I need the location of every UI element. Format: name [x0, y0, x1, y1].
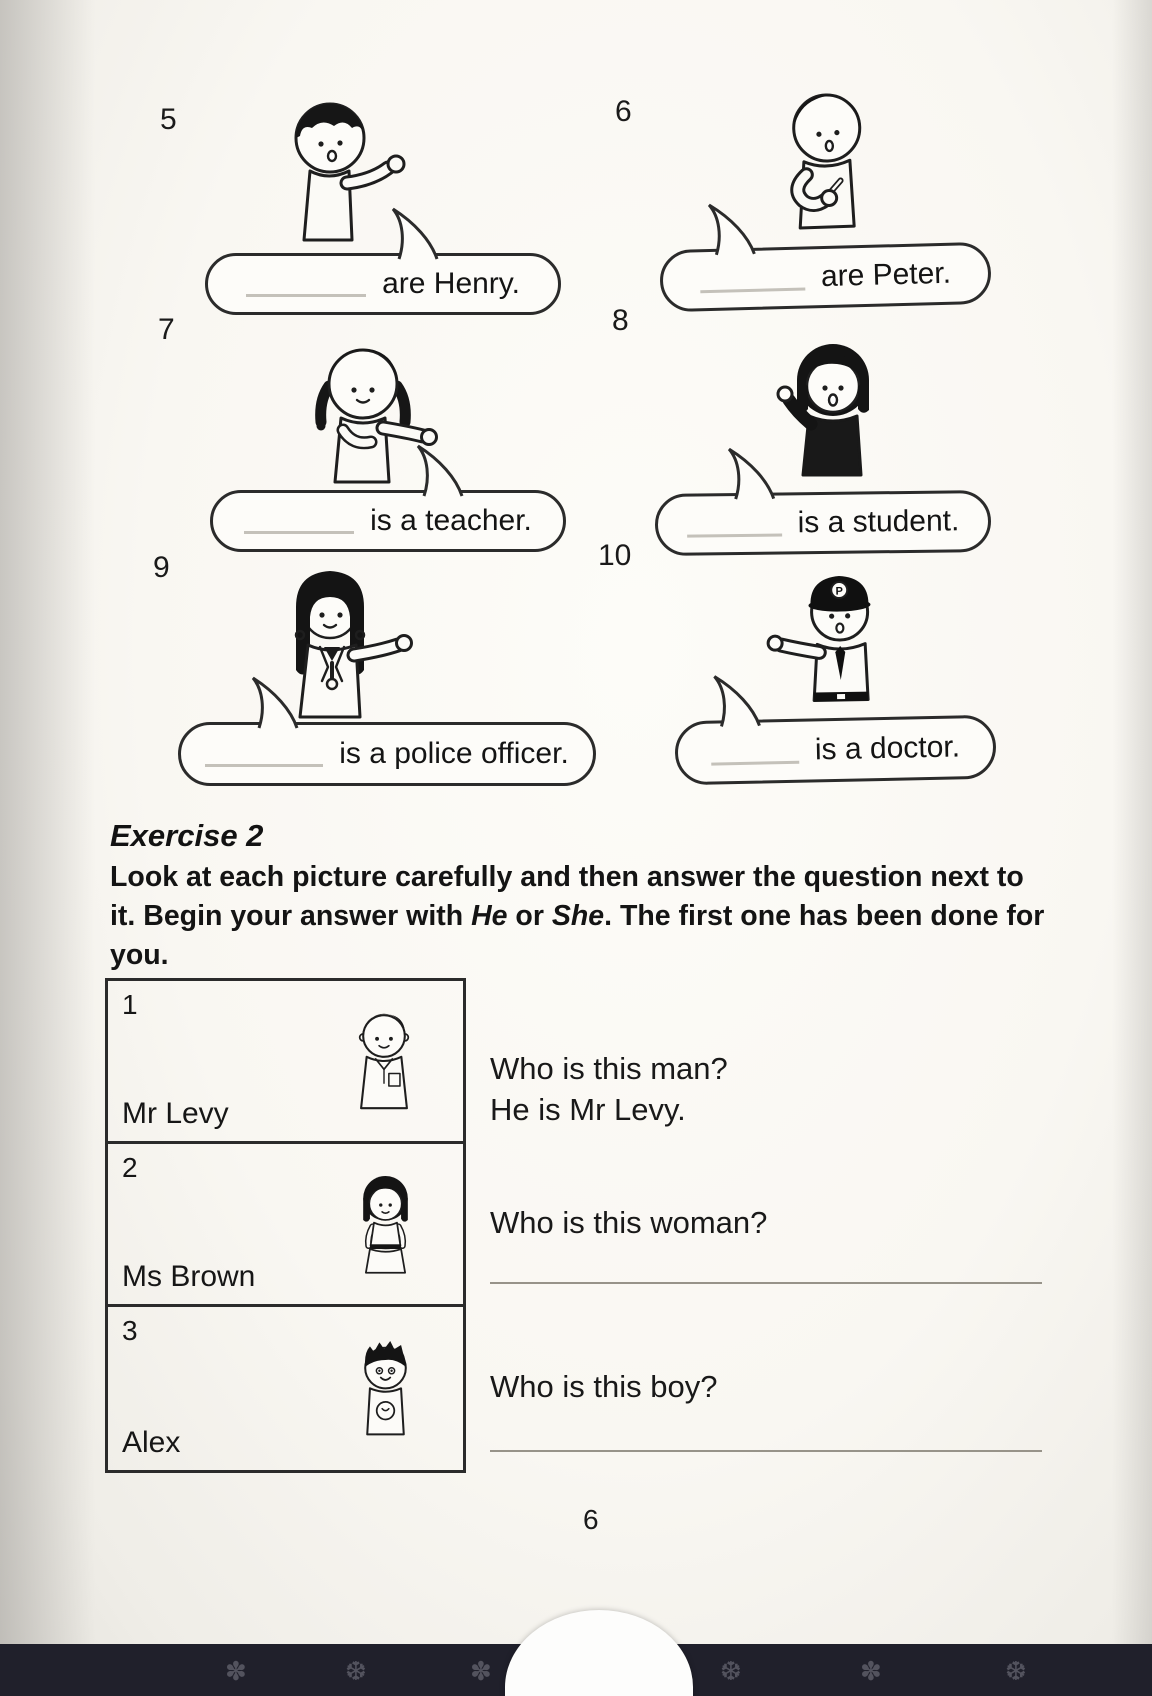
answer-blank-line — [490, 1450, 1042, 1452]
speech-bubble-9 — [178, 722, 596, 786]
bubble-text: is a police officer. — [339, 737, 569, 770]
question-text: Who is this woman? — [490, 1205, 768, 1240]
speech-bubble-8 — [655, 490, 992, 556]
question-text: Who is this boy? — [490, 1369, 718, 1404]
page-curl-highlight — [505, 1610, 693, 1696]
scan-shadow-right — [1112, 0, 1152, 1696]
row-name: Ms Brown — [122, 1260, 256, 1293]
decoration-icon: ✽ — [225, 1656, 247, 1686]
police-cap-man-icon — [753, 546, 931, 724]
bubble-text: is a doctor. — [814, 730, 961, 767]
row-number: 2 — [122, 1152, 138, 1183]
decoration-icon: ✽ — [470, 1656, 492, 1686]
answer-text: He is Mr Levy. — [490, 1092, 686, 1127]
table-row — [108, 1144, 463, 1307]
instruction-segment: Look at each picture carefully and then answer the question next to it. Begin your answer with — [110, 861, 1024, 932]
question-1 — [490, 1048, 728, 1130]
speech-bubble-10 — [674, 715, 996, 786]
page-number: 6 — [583, 1504, 599, 1535]
answer-blank — [244, 509, 354, 534]
mr-levy-portrait-icon — [325, 987, 443, 1135]
answer-blank-line — [490, 1282, 1042, 1284]
item-number-9: 9 — [153, 551, 170, 584]
bubble-text: is a student. — [797, 504, 960, 540]
answer-blank — [711, 738, 800, 765]
exercise2-heading: Exercise 2 — [110, 818, 264, 853]
answer-blank — [205, 742, 323, 767]
ms-brown-portrait-icon — [328, 1150, 443, 1298]
svg-text:P: P — [835, 585, 844, 598]
row-name: Alex — [122, 1426, 181, 1459]
question-text: Who is this man? — [490, 1051, 728, 1086]
speech-bubble-5 — [205, 253, 561, 315]
item-number-7: 7 — [158, 313, 175, 346]
alex-portrait-icon — [328, 1313, 443, 1461]
boy-gesturing-icon — [737, 79, 918, 250]
decoration-icon: ❆ — [345, 1656, 367, 1686]
bubble-text: are Peter. — [820, 256, 952, 294]
row-number: 3 — [122, 1315, 138, 1346]
item-number-8: 8 — [612, 304, 629, 337]
answer-blank — [700, 265, 806, 293]
row-name: Mr Levy — [122, 1097, 229, 1130]
decoration-icon: ❆ — [720, 1656, 742, 1686]
question-2 — [490, 1202, 767, 1243]
decoration-icon: ❆ — [1005, 1656, 1027, 1686]
instruction-segment: . The first one has been done for you. — [110, 900, 1045, 971]
instruction-she: She — [551, 900, 605, 932]
answer-blank — [686, 511, 781, 537]
instruction-he: He — [471, 900, 508, 932]
item-number-5: 5 — [160, 103, 177, 136]
decoration-icon: ✽ — [860, 1656, 882, 1686]
scan-shadow-left — [0, 0, 95, 1696]
instruction-segment: or — [507, 900, 552, 932]
bubble-text: are Henry. — [382, 267, 520, 300]
question-3 — [490, 1366, 717, 1407]
speech-bubble-6 — [659, 242, 992, 313]
item-number-10: 10 — [598, 539, 632, 572]
table-row — [108, 1307, 463, 1470]
row-number: 1 — [122, 989, 138, 1020]
table-row — [108, 981, 463, 1144]
exercise2-instructions — [110, 858, 1045, 975]
speech-bubble-7 — [210, 490, 566, 552]
bubble-text: is a teacher. — [370, 504, 532, 537]
exercise2-table — [105, 978, 466, 1473]
answer-blank — [246, 272, 366, 297]
item-number-6: 6 — [615, 95, 632, 128]
